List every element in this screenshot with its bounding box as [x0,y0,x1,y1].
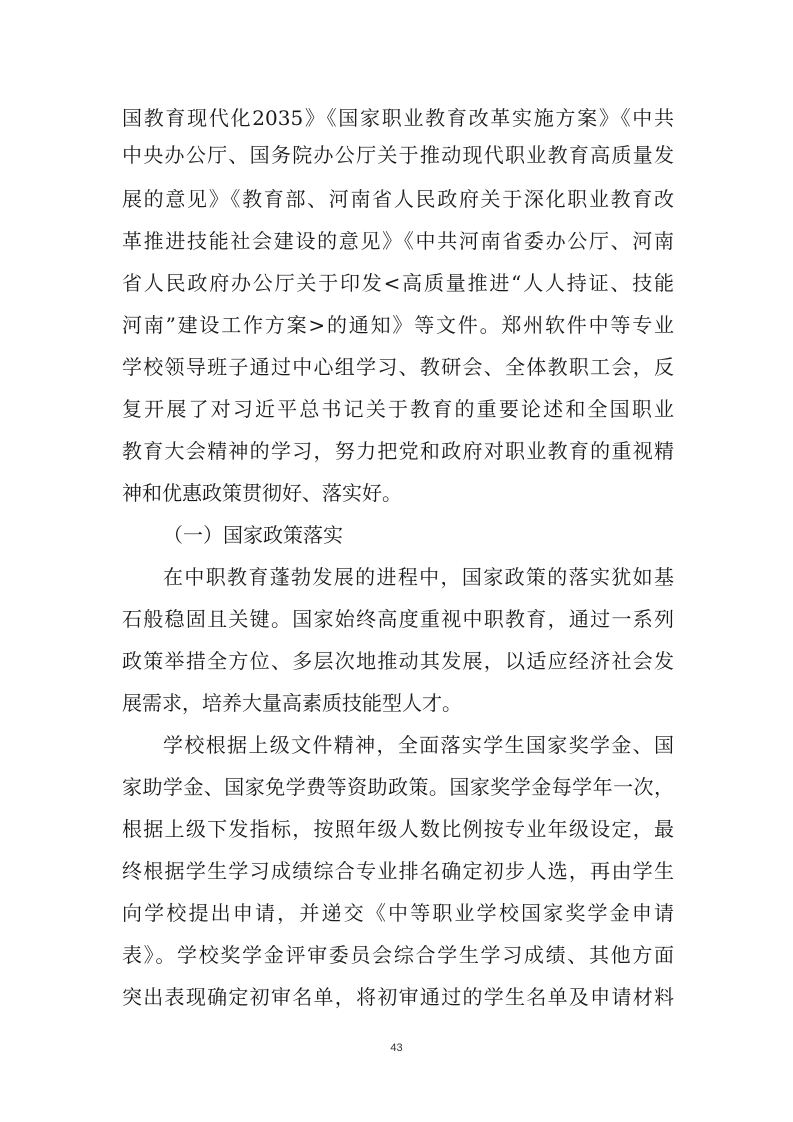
paragraph-3-line-1: 学校根据上级文件精神，全面落实学生国家奖学金、国 [163,733,674,757]
paragraph-1-line-8: 复开展了对习近平总书记关于教育的重要论述和全国职业 [122,397,674,421]
paragraph-3-line-2: 家助学金、国家免学费等资助政策。国家奖学金每学年一次， [122,775,674,799]
paragraph-2-line-1: 在中职教育蓬勃发展的进程中，国家政策的落实犹如基 [163,565,674,589]
paragraph-3-line-7: 突出表现确定初审名单，将初审通过的学生名单及申请材料 [122,985,674,1009]
page-number: 43 [390,1042,403,1054]
paragraph-3-line-5: 向学校提出申请，并递交《中等职业学校国家奖学金申请 [122,901,674,925]
paragraph-1-line-9: 教育大会精神的学习，努力把党和政府对职业教育的重视精 [122,439,674,463]
paragraph-3-line-3: 根据上级下发指标，按照年级人数比例按专业年级设定，最 [122,817,674,841]
paragraph-1-line-3: 展的意见》《教育部、河南省人民政府关于深化职业教育改 [122,187,674,211]
paragraph-3-line-6: 表》。学校奖学金评审委员会综合学生学习成绩、其他方面 [122,943,674,967]
paragraph-1-line-10: 神和优惠政策贯彻好、落实好。 [122,481,402,505]
paragraph-2-line-2: 石般稳固且关键。国家始终高度重视中职教育，通过一系列 [122,607,674,631]
paragraph-1-line-5: 省人民政府办公厅关于印发<高质量推进“人人持证、技能 [122,271,674,295]
paragraph-3-line-4: 终根据学生学习成绩综合专业排名确定初步人选，再由学生 [122,859,674,883]
paragraph-2-line-3: 政策举措全方位、多层次地推动其发展，以适应经济社会发 [122,649,674,673]
section-heading: （一）国家政策落实 [163,523,343,547]
paragraph-2-line-4: 展需求，培养大量高素质技能型人才。 [122,691,462,715]
paragraph-1-line-7: 学校领导班子通过中心组学习、教研会、全体教职工会，反 [122,355,674,379]
paragraph-1-line-4: 革推进技能社会建设的意见》《中共河南省委办公厅、河南 [122,229,674,253]
paragraph-1-line-2: 中央办公厅、国务院办公厅关于推动现代职业教育高质量发 [122,143,674,167]
paragraph-1-line-1: 国教育现代化2035》《国家职业教育改革实施方案》《中共 [122,106,674,130]
paragraph-1-line-6: 河南”建设工作方案>的通知》等文件。郑州软件中等专业 [122,313,674,337]
